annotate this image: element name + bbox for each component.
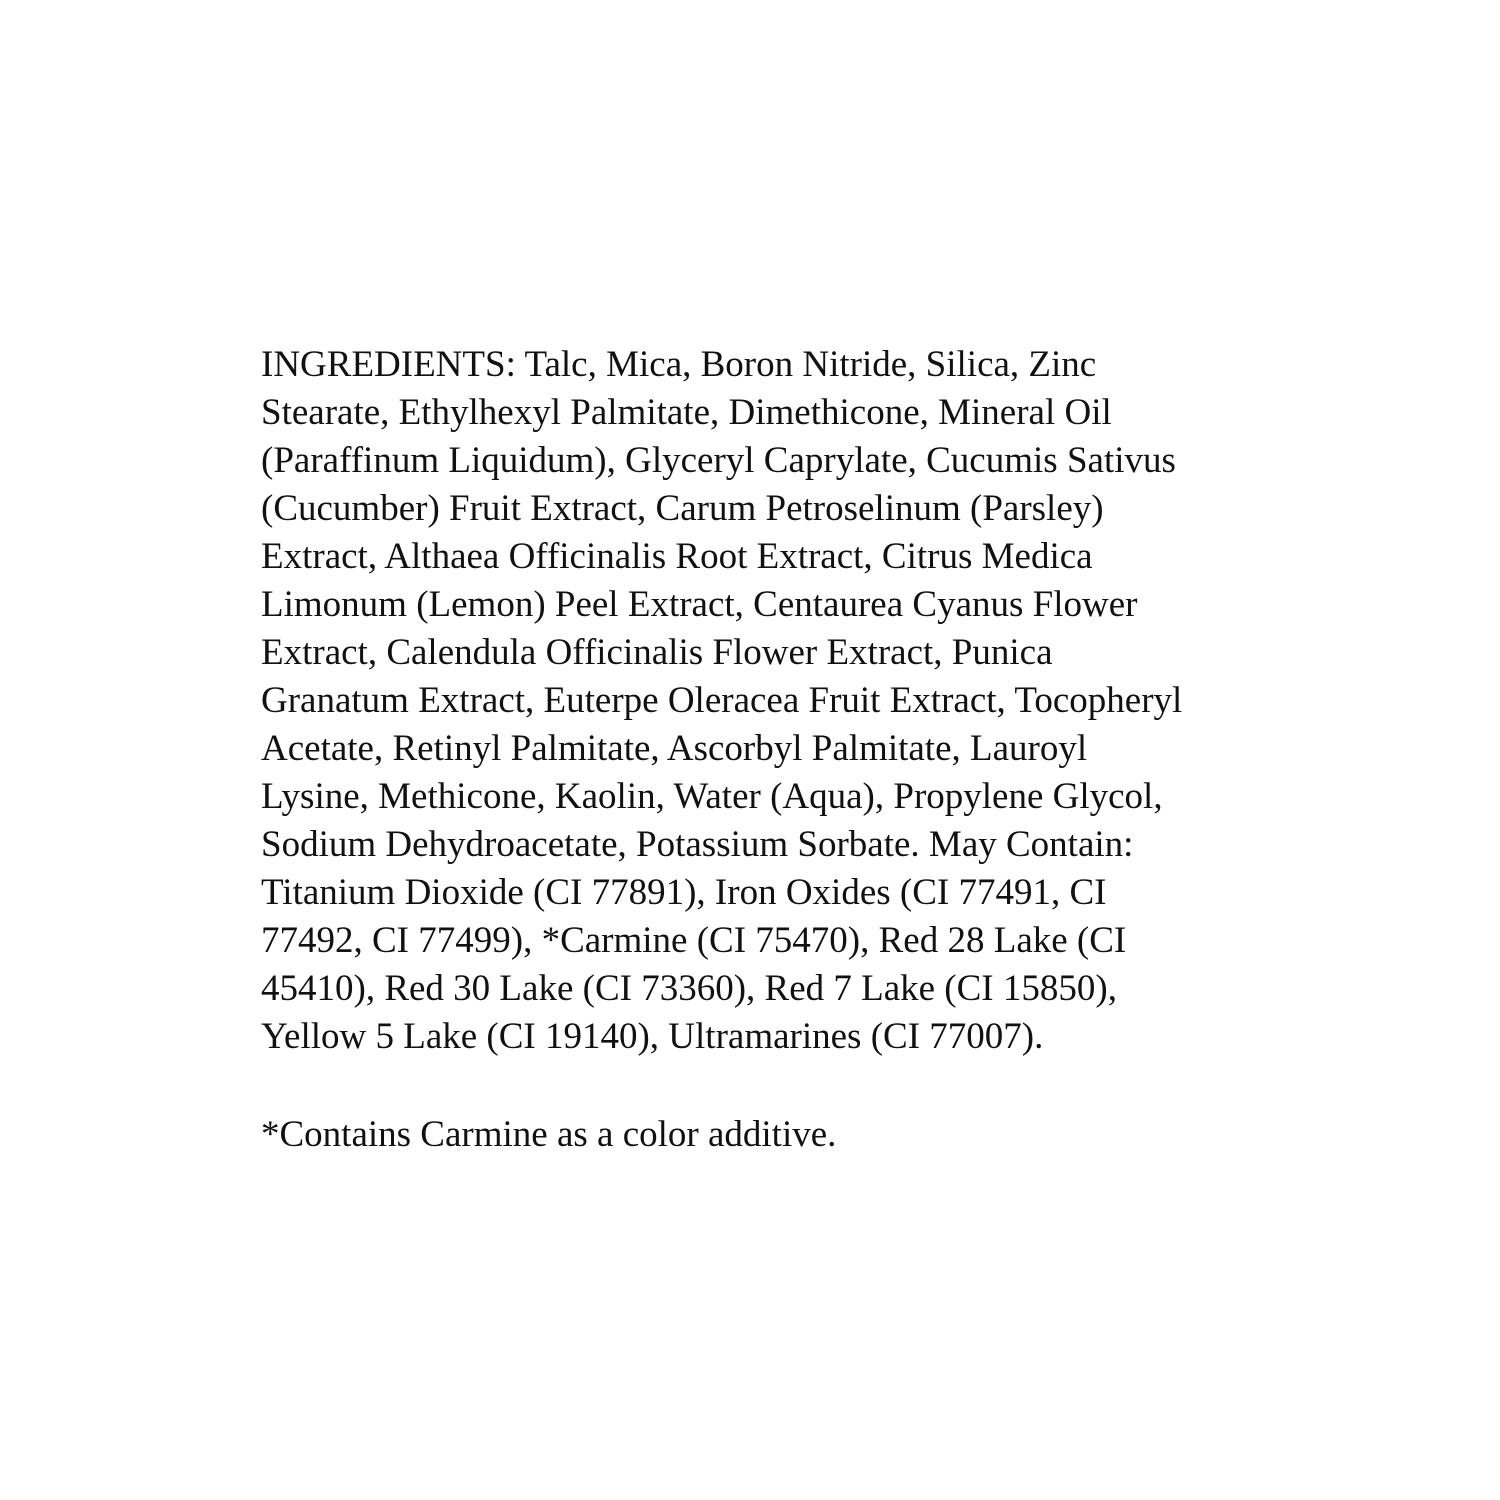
ingredients-line: Lysine, Methicone, Kaolin, Water (Aqua), Propylene Glycol,	[261, 776, 1163, 817]
ingredients-line: Yellow 5 Lake (CI 19140), Ultramarines (CI 77007).	[261, 1016, 1044, 1057]
ingredients-line: Granatum Extract, Euterpe Oleracea Fruit Extract, Tocopheryl	[261, 680, 1183, 721]
ingredients-line: 77492, CI 77499), *Carmine (CI 75470), Red 28 Lake (CI	[261, 920, 1127, 961]
ingredients-line: Limonum (Lemon) Peel Extract, Centaurea Cyanus Flower	[261, 584, 1138, 625]
ingredients-line: Stearate, Ethylhexyl Palmitate, Dimethicone, Mineral Oil	[261, 392, 1112, 433]
ingredients-line: Sodium Dehydroacetate, Potassium Sorbate. May Contain:	[261, 824, 1134, 865]
ingredients-line: 45410), Red 30 Lake (CI 73360), Red 7 Lake (CI 15850),	[261, 968, 1117, 1009]
ingredients-line: Extract, Calendula Officinalis Flower Extract, Punica	[261, 632, 1053, 673]
ingredients-line: (Paraffinum Liquidum), Glyceryl Caprylate, Cucumis Sativus	[261, 440, 1176, 481]
ingredients-line: Acetate, Retinyl Palmitate, Ascorbyl Palmitate, Lauroyl	[261, 728, 1088, 769]
carmine-footnote: *Contains Carmine as a color additive.	[261, 1114, 837, 1155]
ingredients-line: Extract, Althaea Officinalis Root Extract, Citrus Medica	[261, 536, 1093, 577]
ingredients-line: INGREDIENTS: Talc, Mica, Boron Nitride, Silica, Zinc	[261, 344, 1097, 385]
ingredients-line: (Cucumber) Fruit Extract, Carum Petroselinum (Parsley)	[261, 488, 1104, 529]
ingredients-line: Titanium Dioxide (CI 77891), Iron Oxides (CI 77491, CI	[261, 872, 1107, 913]
ingredients-paragraph	[261, 341, 1261, 1061]
